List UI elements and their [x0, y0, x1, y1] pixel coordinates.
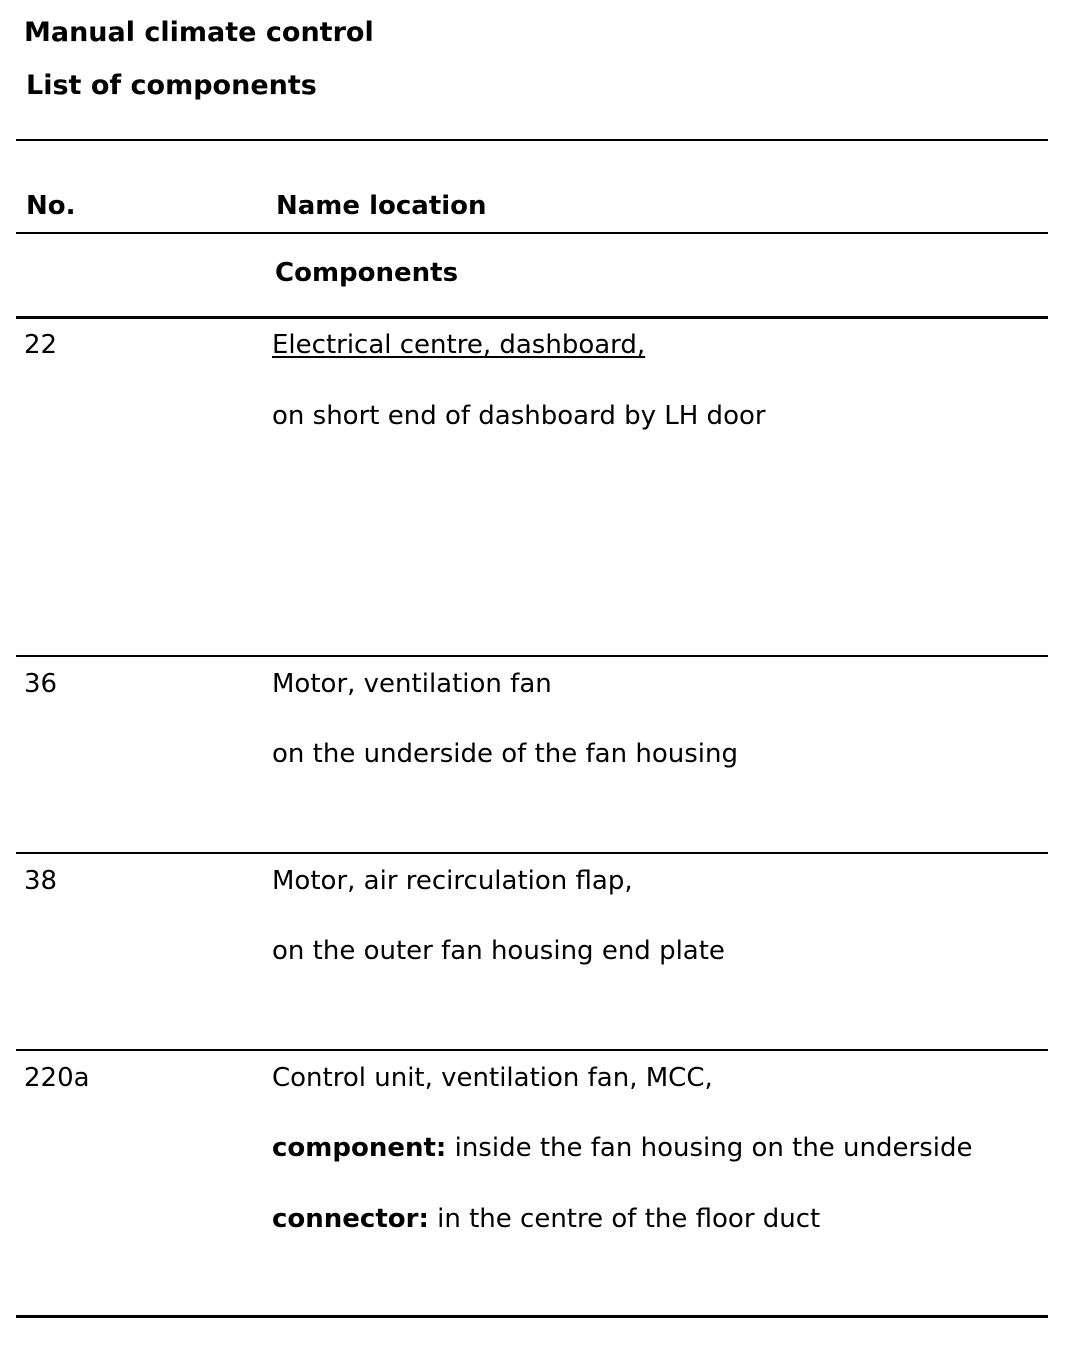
column-header-name-location: Name location [276, 191, 487, 221]
section-header-components: Components [275, 258, 459, 288]
row-name: Motor, air recirculation flap, [272, 866, 633, 896]
divider-top [16, 139, 1048, 141]
row-divider [16, 1049, 1048, 1051]
row-location: on short end of dashboard by LH door [272, 401, 766, 431]
divider-section [16, 316, 1048, 319]
row-component-detail [272, 1132, 972, 1164]
connector-label: connector: [272, 1204, 429, 1234]
row-divider [16, 655, 1048, 657]
row-number: 220a [24, 1063, 90, 1093]
column-header-number: No. [26, 191, 76, 221]
row-divider [16, 852, 1048, 854]
row-location: on the outer fan housing end plate [272, 936, 725, 966]
row-number: 36 [24, 669, 58, 699]
divider-header [16, 232, 1048, 234]
row-name: Motor, ventilation fan [272, 669, 552, 699]
page-title: Manual climate control [24, 17, 374, 48]
page-subtitle: List of components [26, 70, 317, 101]
row-name: Electrical centre, dashboard, [272, 330, 646, 360]
row-number: 22 [24, 330, 58, 360]
divider-bottom [16, 1315, 1048, 1318]
component-label: component: [272, 1133, 447, 1163]
row-connector-detail [272, 1203, 820, 1235]
row-location: on the underside of the fan housing [272, 739, 738, 769]
connector-text: in the centre of the floor duct [428, 1204, 821, 1234]
row-name: Control unit, ventilation fan, MCC, [272, 1063, 713, 1093]
component-text: inside the fan housing on the underside [446, 1133, 973, 1163]
row-number: 38 [24, 866, 58, 896]
